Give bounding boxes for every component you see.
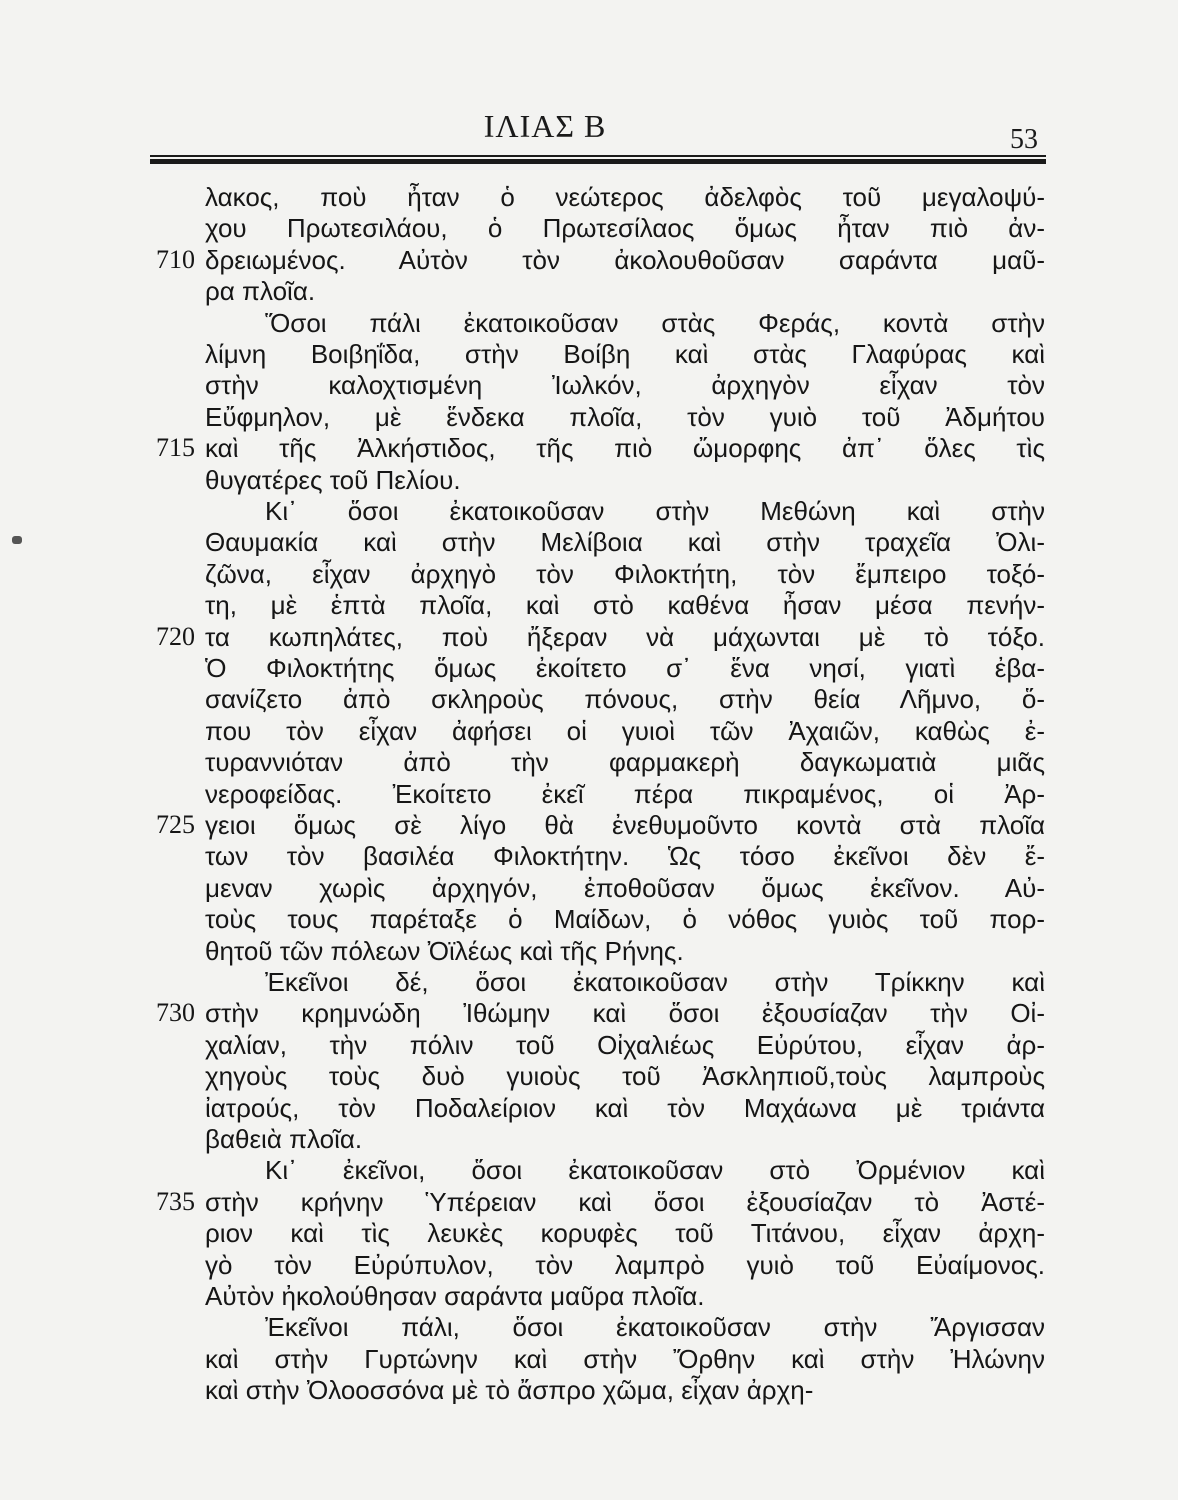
text-line: Αὐτὸν ἠκολούθησαν σαράντα μαῦρα πλοῖα. <box>205 1281 705 1311</box>
text-line: γειοι ὅμως σὲ λίγο θὰ ἐνεθυμοῦντο κοντὰ στὰ πλοῖα <box>205 810 1045 840</box>
text-line: τοὺς τους παρέταξε ὁ Μαίδων, ὁ νόθος γυιὸς τοῦ πορ- <box>205 904 1045 935</box>
text-line: καὶ τῆς Ἀλκήστιδος, τῆς πιὸ ὤμορφης ἀπ᾽ ὅλες τὶς <box>205 433 1045 464</box>
text-line: τα κωπηλάτες, ποὺ ἤξεραν νὰ μάχωνται μὲ τὸ τόξο. <box>205 621 1045 652</box>
scan-artifact <box>12 536 22 544</box>
text-line: που τὸν εἶχαν ἀφήσει οἱ γυιοὶ τῶν Ἀχαιῶν, καθὼς ἐ- <box>205 715 1045 746</box>
verse-line-number: 725 <box>156 810 195 839</box>
text-line: σανίζετο ἀπὸ σκληροὺς πόνους, στὴν θεία Λῆμνο, ὅ- <box>205 684 1045 715</box>
verse-line-number: 735 <box>156 1186 195 1216</box>
text-line: ριον καὶ τὶς λευκὲς κορυφὲς τοῦ Τιτάνου, εἶχαν ἀρχη- <box>205 1218 1045 1249</box>
text-line: Ἐκεῖνοι δέ, ὅσοι ἐκατοικοῦσαν στὴν Τρίκκην καὶ <box>265 967 1045 997</box>
text-line: Κι᾽ ἐκεῖνοι, ὅσοι ἐκατοικοῦσαν στὸ Ὀρμένιον καὶ <box>265 1155 1045 1186</box>
text-line: καὶ στὴν Ὀλοοσσόνα μὲ τὸ ἄσπρο χῶμα, εἶχαν ἀρχη- <box>205 1375 814 1406</box>
verse-line-number: 710 <box>156 244 195 274</box>
text-line: τη, μὲ ἑπτὰ πλοῖα, καὶ στὸ καθένα ἦσαν μέσα πενήν- <box>205 590 1045 621</box>
page-number: 53 <box>1010 124 1038 155</box>
text-line: Ἐκεῖνοι πάλι, ὅσοι ἐκατοικοῦσαν στὴν Ἄργισσαν <box>265 1312 1045 1343</box>
text-line: στὴν καλοχτισμένη Ἰωλκόν, ἀρχηγὸν εἶχαν τὸν <box>205 370 1045 401</box>
text-line: θυγατέρες τοῦ Πελίου. <box>205 464 461 495</box>
text-line: ἰατρούς, τὸν Ποδαλείριον καὶ τὸν Μαχάωνα μὲ τριάντα <box>205 1092 1045 1123</box>
text-line: Ὁ Φιλοκτήτης ὅμως ἐκοίτετο σ᾽ ἕνα νησί, γιατὶ ἐβα- <box>205 653 1045 683</box>
verse-line-number: 715 <box>156 433 195 463</box>
text-line: λίμνη Βοιβηΐδα, στὴν Βοίβη καὶ στὰς Γλαφύρας καὶ <box>205 339 1045 369</box>
text-line: Θαυμακία καὶ στὴν Μελίβοια καὶ στὴν τραχεῖα Ὀλι- <box>205 527 1045 558</box>
text-line: στὴν κρήνην Ὑπέρειαν καὶ ὅσοι ἐξουσίαζαν τὸ Ἀστέ- <box>205 1186 1045 1217</box>
text-line: Κι᾽ ὅσοι ἐκατοικοῦσαν στὴν Μεθώνη καὶ στὴν <box>265 496 1045 526</box>
running-header-title: ΙΛΙΑΣ Β <box>483 108 607 144</box>
text-line: βαθειὰ πλοῖα. <box>205 1124 363 1154</box>
header-rule <box>150 155 1046 157</box>
text-line: μεναν χωρὶς ἀρχηγόν, ἐποθοῦσαν ὅμως ἐκεῖνον. Αὐ- <box>205 872 1045 903</box>
text-line: γὸ τὸν Εὐρύπυλον, τὸν λαμπρὸ γυιὸ τοῦ Εὐαίμονος. <box>205 1249 1045 1280</box>
text-line: Ὅσοι πάλι ἐκατοικοῦσαν στὰς Φεράς, κοντὰ στὴν <box>265 307 1045 338</box>
text-line: λακος, ποὺ ἦταν ὁ νεώτερος ἀδελφὸς τοῦ μεγαλοψύ- <box>205 182 1045 212</box>
text-line: Εὔφμηλον, μὲ ἕνδεκα πλοῖα, τὸν γυιὸ τοῦ Ἀδμήτου <box>205 401 1045 432</box>
header-rule-thick <box>150 159 1046 164</box>
text-line: καὶ στὴν Γυρτώνην καὶ στὴν Ὄρθην καὶ στὴν Ἠλώνην <box>205 1343 1045 1374</box>
verse-line-number: 720 <box>156 621 195 651</box>
text-line: ζῶνα, εἶχαν ἀρχηγὸ τὸν Φιλοκτήτη, τὸν ἔμπειρο τοξό- <box>205 558 1045 589</box>
text-line: χηγοὺς τοὺς δυὸ γυιοὺς τοῦ Ἀσκληπιοῦ,τοὺς λαμπροὺς <box>205 1061 1045 1092</box>
text-line: τυραννιόταν ἀπὸ τὴν φαρμακερὴ δαγκωματιὰ μιᾶς <box>205 747 1045 778</box>
text-line: θητοῦ τῶν πόλεων Ὀϊλέως καὶ τῆς Ρήνης. <box>205 935 684 966</box>
text-line: χαλίαν, τὴν πόλιν τοῦ Οἰχαλιέως Εὐρύτου, εἶχαν ἀρ- <box>205 1029 1045 1060</box>
text-line: στὴν κρημνώδη Ἰθώμην καὶ ὅσοι ἐξουσίαζαν τὴν Οἰ- <box>205 998 1045 1029</box>
text-line: νεροφείδας. Ἐκοίτετο ἐκεῖ πέρα πικραμένος, οἱ Ἀρ- <box>205 778 1045 809</box>
text-line: χου Πρωτεσιλάου, ὁ Πρωτεσίλαος ὅμως ἦταν πιὸ ἀν- <box>205 213 1045 244</box>
text-line: ρα πλοῖα. <box>205 276 316 307</box>
verse-line-number: 730 <box>156 998 195 1028</box>
text-line: των τὸν βασιλέα Φιλοκτήτην. Ὡς τόσο ἐκεῖνοι δὲν ἔ- <box>205 841 1045 872</box>
text-line: δρειωμένος. Αὐτὸν τὸν ἀκολουθοῦσαν σαράντα μαῦ- <box>205 244 1045 275</box>
